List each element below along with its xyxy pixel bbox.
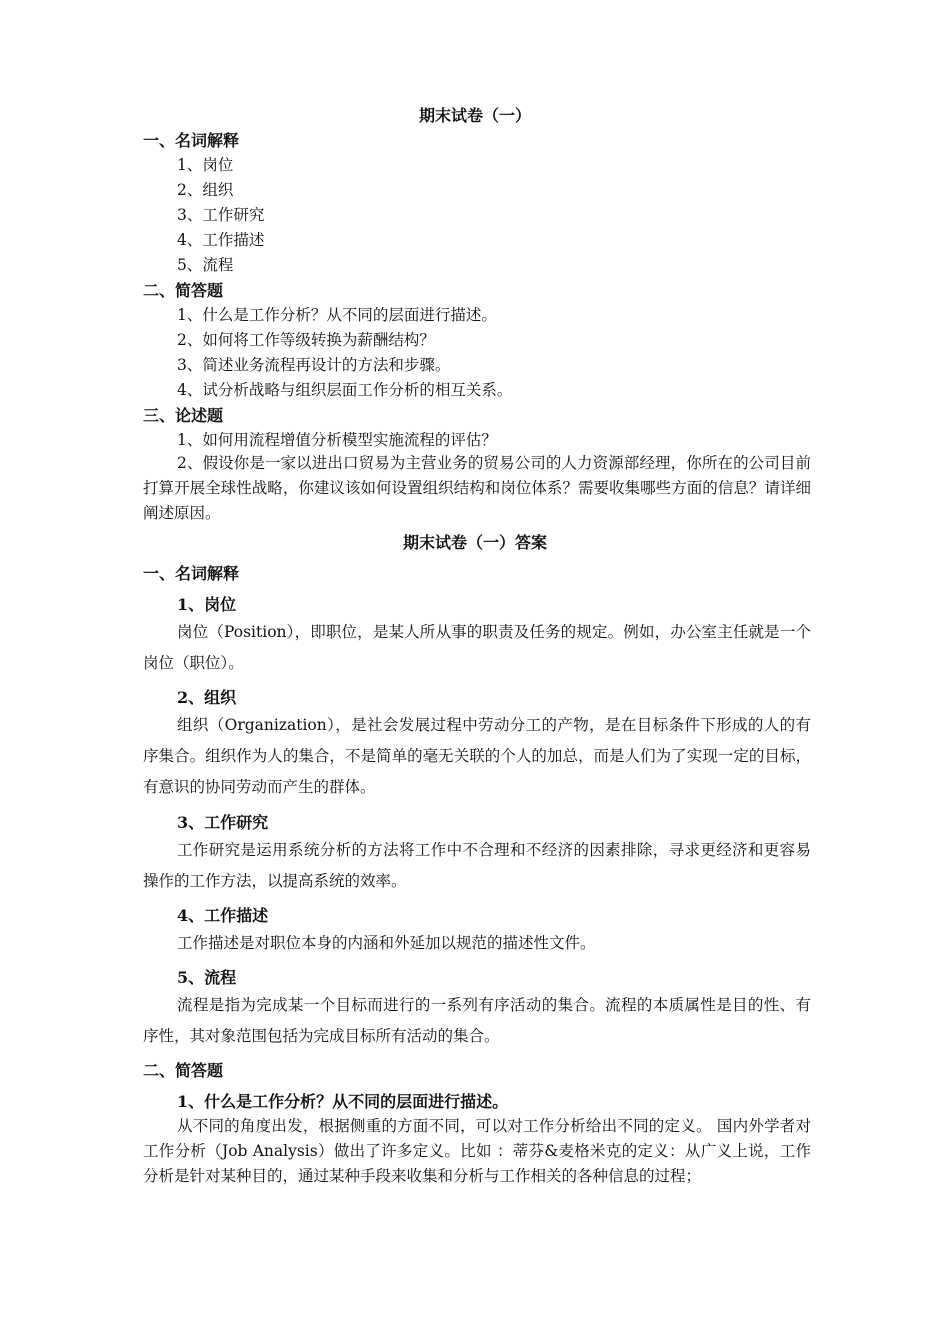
exam-s1-item: 4、工作描述 [177, 231, 265, 249]
term-label: 1、岗位 [177, 595, 237, 614]
term-definition: 组织（Organization），是社会发展过程中劳动分工的产物，是在目标条件下形成的人的有序集合。组织作为人的集合，不是简单的毫无关联的个人的加总，而是人们为了实现一定的目标，有意识的协同劳动而产生的群体。 [143, 716, 811, 796]
term-label: 2、组织 [177, 688, 237, 707]
exam-s1-item: 1、岗位 [177, 156, 234, 174]
exam-section2-heading: 二、简答题 [143, 281, 224, 300]
exam-section1-heading: 一、名词解释 [143, 131, 240, 150]
exam-s2-item: 1、什么是工作分析？从不同的层面进行描述。 [177, 306, 497, 324]
exam-title: 期末试卷（一） [418, 106, 531, 125]
term-definition: 流程是指为完成某一个目标而进行的一系列有序活动的集合。流程的本质属性是目的性、有序性，其对象范围包括为完成目标所有活动的集合。 [143, 996, 811, 1045]
exam-s2-item: 4、试分析战略与组织层面工作分析的相互关系。 [177, 381, 513, 399]
term-definition: 工作研究是运用系统分析的方法将工作中不合理和不经济的因素排除，寻求更经济和更容易操作的工作方法，以提高系统的效率。 [143, 841, 811, 890]
answers-section2-heading: 二、简答题 [143, 1061, 224, 1080]
exam-section3-heading: 三、论述题 [143, 406, 224, 425]
exam-s3-item-long: 2、假设你是一家以进出口贸易为主营业务的贸易公司的人力资源部经理，你所在的公司目前打算开展全球性战略，你建议该如何设置组织结构和岗位体系？需要收集哪些方面的信息？请详细阐述原因。 [143, 454, 811, 522]
answers-title: 期末试卷（一）答案 [402, 533, 547, 552]
exam-s1-item: 3、工作研究 [177, 206, 265, 224]
exam-s1-item: 2、组织 [177, 181, 234, 199]
question-label: 1、什么是工作分析？从不同的层面进行描述。 [177, 1092, 509, 1111]
term-definition: 岗位（Position），即职位，是某人所从事的职责及任务的规定。例如，办公室主任就是一个岗位（职位）。 [143, 623, 811, 672]
answers-section1-heading: 一、名词解释 [143, 564, 240, 583]
term-label: 4、工作描述 [177, 906, 269, 925]
term-label: 3、工作研究 [177, 813, 269, 832]
term-definition: 工作描述是对职位本身的内涵和外延加以规范的描述性文件。 [177, 934, 596, 952]
question-answer: 从不同的角度出发，根据侧重的方面不同，可以对工作分析给出不同的定义。 国内外学者对工作分析（Job Analysis）做出了许多定义。比如 ：蒂芬&麦格米克的定义：从广义上说，工作分析是针对某种目的，通过某种手段来收集和分析与工作相关的各种信息的过程； [143, 1117, 811, 1185]
exam-s1-item: 5、流程 [177, 256, 234, 274]
term-label: 5、流程 [177, 968, 237, 987]
exam-s2-item: 2、如何将工作等级转换为薪酬结构？ [177, 331, 435, 349]
exam-s3-item: 1、如何用流程增值分析模型实施流程的评估？ [177, 431, 497, 449]
exam-s2-item: 3、简述业务流程再设计的方法和步骤。 [177, 356, 451, 374]
